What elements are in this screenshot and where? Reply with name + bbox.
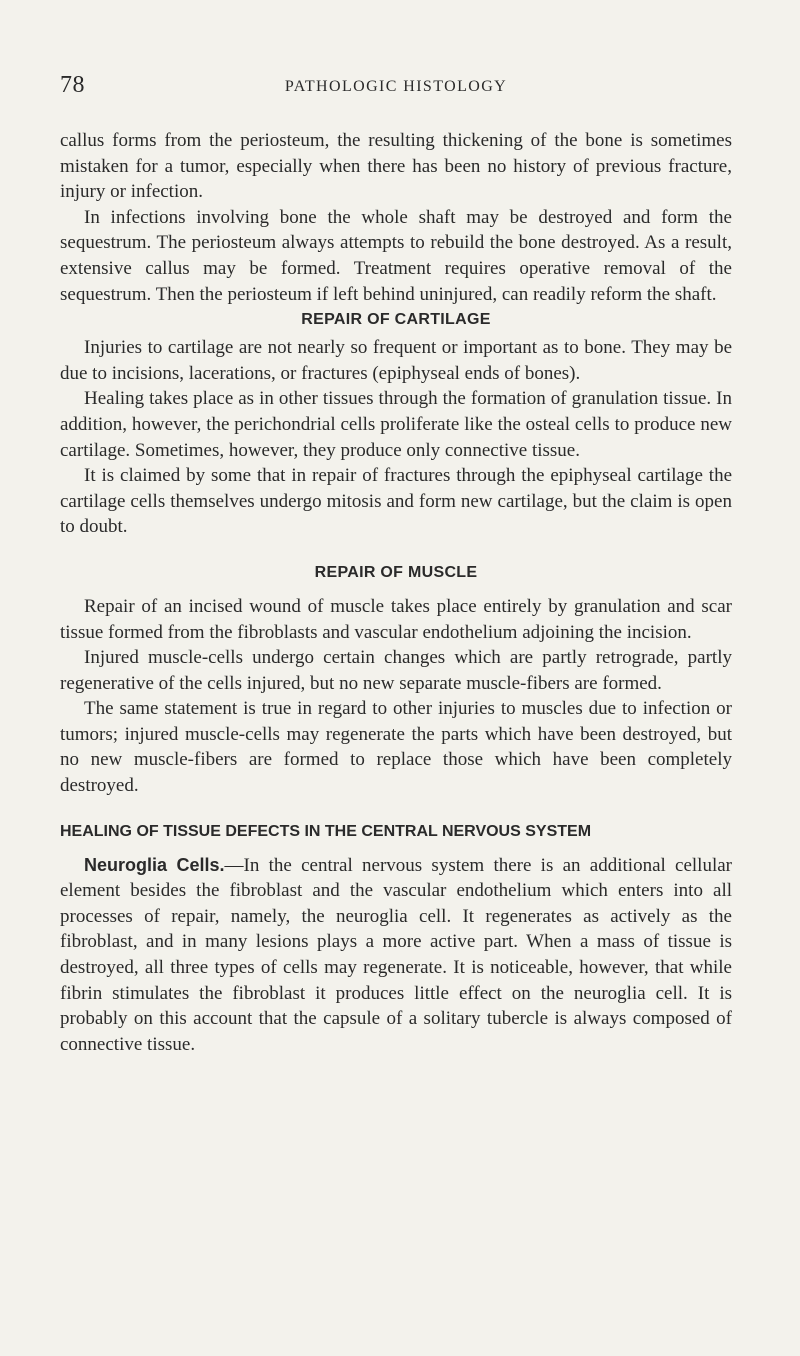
intro-paragraph-1: callus forms from the periosteum, the resulting thickening of the bone is sometimes mistaken for a tumor, especially when there has been no history of previous fracture, injury or infection. [60,130,732,203]
section-heading-cns: HEALING OF TISSUE DEFECTS IN THE CENTRAL NERVOUS SYSTEM [60,822,592,840]
book-page [60,72,732,1057]
muscle-paragraph-3: The same statement is true in regard to other injuries to muscles due to infection or tumors; injured muscle-cells may regenerate the parts which have been destroyed, but no new muscle-fibers are formed to replace those which have been completely destroyed. [60,698,732,797]
cartilage-paragraph-1: Injuries to cartilage are not nearly so frequent or important as to bone. They may be due to incisions, lacerations, or fractures (epiphyseal ends of bones). [60,337,732,384]
section-heading-cartilage: REPAIR OF CARTILAGE [301,311,491,329]
intro-paragraph-2: In infections involving bone the whole shaft may be destroyed and form the sequestrum. The periosteum always attempts to rebuild the bone destroyed. As a result, extensive callus may be formed. Treatment requires operative removal of the sequestrum. Then the periosteum if left behind uninjured, can readily reform the shaft. [60,206,732,305]
cartilage-paragraph-3: It is claimed by some that in repair of fractures through the epiphyseal cartilage the cartilage cells themselves undergo mitosis and form new cartilage, but the claim is open to doubt. [60,465,732,538]
run-in-heading-neuroglia: Neuroglia Cells. [84,854,225,875]
muscle-paragraph-2: Injured muscle-cells undergo certain changes which are partly retrograde, partly regenerative of the cells injured, but no new separate muscle-fibers are formed. [60,647,732,694]
cns-paragraph-1 [60,853,732,1058]
cartilage-paragraph-2: Healing takes place as in other tissues through the formation of granulation tissue. In addition, however, the perichondrial cells proliferate like the osteal cells to produce new cartilage. Sometimes, however, they produce only connective tissue. [60,388,732,461]
page-number: 78 [60,72,85,98]
running-title: PATHOLOGIC HISTOLOGY [284,78,508,95]
section-heading-muscle: REPAIR OF MUSCLE [314,563,478,581]
running-head [60,72,732,102]
cns-paragraph-text: —In the central nervous system there is an additional cellular element besides the fibroblast and the vascular endothelium which enters into all processes of repair, namely, the neuroglia cell. It regenerates as actively as the fibroblast, and in many lesions plays a more active part. When a mass of tissue is destroyed, all three types of cells may regenerate. It is noticeable, however, that while fibrin stimulates the fibroblast it produces little effect on the neuroglia cell. It is probably on this account that the capsule of a solitary tubercle is always composed of connective tissue. [60,854,732,1055]
muscle-paragraph-1: Repair of an incised wound of muscle takes place entirely by granulation and scar tissue formed from the fibroblasts and vascular endothelium adjoining the incision. [60,595,732,643]
